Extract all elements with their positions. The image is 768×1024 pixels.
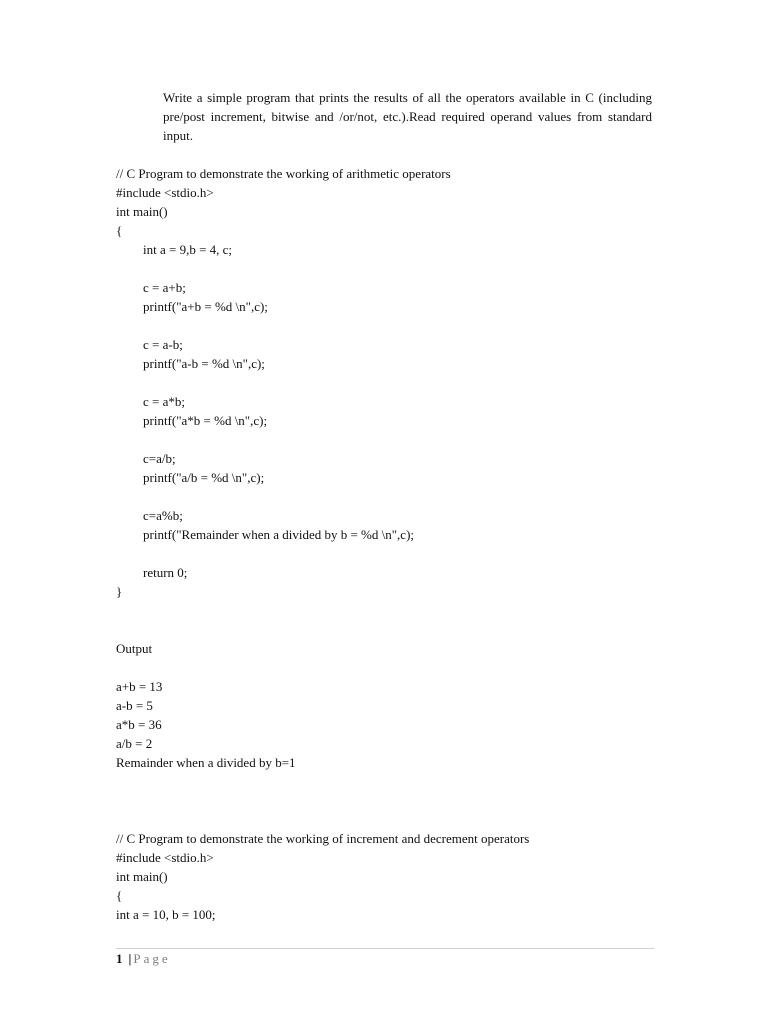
- code-line: c = a+b;: [143, 280, 186, 295]
- code-line: // C Program to demonstrate the working of arithmetic operators: [116, 166, 451, 181]
- code-line: [116, 373, 529, 392]
- code-line: int a = 9,b = 4, c;: [143, 242, 233, 257]
- page-number: 1: [116, 951, 123, 966]
- code-line: c=a%b;: [143, 508, 183, 523]
- code-line: printf("a+b = %d \n",c);: [143, 299, 268, 314]
- code-line: {: [116, 223, 123, 238]
- code-line: return 0;: [143, 565, 188, 580]
- code-line: [116, 259, 529, 278]
- code-line: [116, 487, 529, 506]
- page-label: Page: [133, 951, 171, 966]
- code-line: a-b = 5: [116, 698, 153, 713]
- code-line: [116, 791, 529, 810]
- code-line: [116, 430, 529, 449]
- code-line: printf("Remainder when a divided by b = %d \n",c);: [143, 527, 415, 542]
- footer-separator: |: [128, 951, 132, 966]
- code-line: [116, 544, 529, 563]
- code-line: int main(): [116, 869, 168, 884]
- assignment-prompt: Write a simple program that prints the results of all the operators available in C (including pre/post increment, bitwise and /or/not, etc.).Read required operand values from standard input.: [163, 90, 652, 143]
- code-line: a*b = 36: [116, 717, 162, 732]
- code-line: int main(): [116, 204, 168, 219]
- footer-divider: [116, 948, 654, 949]
- code-line: [116, 316, 529, 335]
- code-line: a+b = 13: [116, 679, 163, 694]
- code-line: #include <stdio.h>: [116, 185, 214, 200]
- code-line: [116, 601, 529, 620]
- code-line: }: [116, 584, 123, 599]
- code-line: printf("a*b = %d \n",c);: [143, 413, 268, 428]
- code-line: // C Program to demonstrate the working of increment and decrement operators: [116, 831, 530, 846]
- code-line: [116, 620, 529, 639]
- code-line: {: [116, 888, 123, 903]
- code-line: c = a-b;: [143, 337, 183, 352]
- code-line: [116, 810, 529, 829]
- code-line: printf("a-b = %d \n",c);: [143, 356, 265, 371]
- code-line: int a = 10, b = 100;: [116, 907, 216, 922]
- code-line: c=a/b;: [143, 451, 176, 466]
- code-line: Remainder when a divided by b=1: [116, 755, 296, 770]
- code-line: c = a*b;: [143, 394, 185, 409]
- code-line: Output: [116, 641, 153, 656]
- code-line: [116, 772, 529, 791]
- page-footer: [116, 950, 171, 968]
- code-line: printf("a/b = %d \n",c);: [143, 470, 265, 485]
- code-line: #include <stdio.h>: [116, 850, 214, 865]
- code-listing: [116, 164, 529, 924]
- code-line: a/b = 2: [116, 736, 153, 751]
- code-line: [116, 658, 529, 677]
